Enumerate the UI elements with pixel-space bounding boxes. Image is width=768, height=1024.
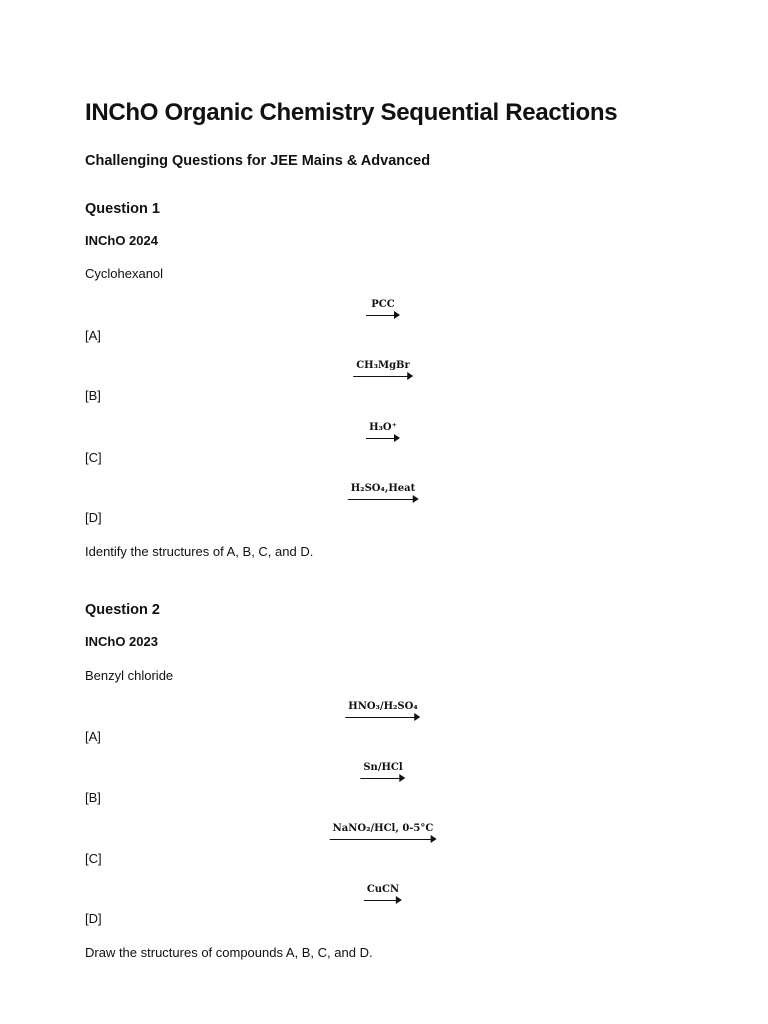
reagent-label: NaNO₂/HCl, 0-5°C (332, 823, 434, 834)
question-1-product-a: [A] (85, 328, 101, 343)
reaction-arrow-icon (353, 372, 413, 380)
question-2-product-c: [C] (85, 851, 102, 866)
reagent-label: CH₃MgBr (356, 360, 410, 371)
question-1-source: INChO 2024 (85, 233, 158, 248)
reagent-label: PCC (371, 299, 395, 310)
page-subtitle: Challenging Questions for JEE Mains & Advanced (85, 153, 431, 169)
question-2-prompt: Draw the structures of compounds A, B, C, and D. (85, 945, 373, 960)
question-2-product-b: [B] (85, 790, 101, 805)
question-1-product-c: [C] (85, 450, 102, 465)
question-1-product-d: [D] (85, 510, 102, 525)
reaction-arrow-icon (330, 835, 437, 843)
question-2-product-a: [A] (85, 729, 101, 744)
reagent-label: Sn/HCl (363, 762, 403, 773)
page-title: INChO Organic Chemistry Sequential Reactions (85, 99, 618, 126)
reaction-arrow-icon (364, 896, 402, 904)
question-2-source: INChO 2023 (85, 634, 158, 649)
reaction-arrow-icon (348, 495, 419, 503)
question-2-start-material: Benzyl chloride (85, 668, 174, 683)
question-1-product-b: [B] (85, 388, 101, 403)
reaction-arrow-icon (366, 434, 400, 442)
reagent-label: H₃O⁺ (369, 422, 397, 433)
reagent-label: H₂SO₄,Heat (350, 483, 416, 494)
question-2-product-d: [D] (85, 911, 102, 926)
reaction-arrow-icon (360, 774, 405, 782)
question-1-heading: Question 1 (85, 201, 160, 217)
question-2-heading: Question 2 (85, 602, 160, 618)
reagent-label: CuCN (366, 884, 400, 895)
question-1-start-material: Cyclohexanol (85, 266, 164, 281)
reagent-label: HNO₃/H₂SO₄ (348, 701, 418, 712)
reaction-arrow-icon (366, 311, 400, 319)
reaction-arrow-icon (345, 713, 420, 721)
question-1-prompt: Identify the structures of A, B, C, and D. (85, 544, 314, 559)
